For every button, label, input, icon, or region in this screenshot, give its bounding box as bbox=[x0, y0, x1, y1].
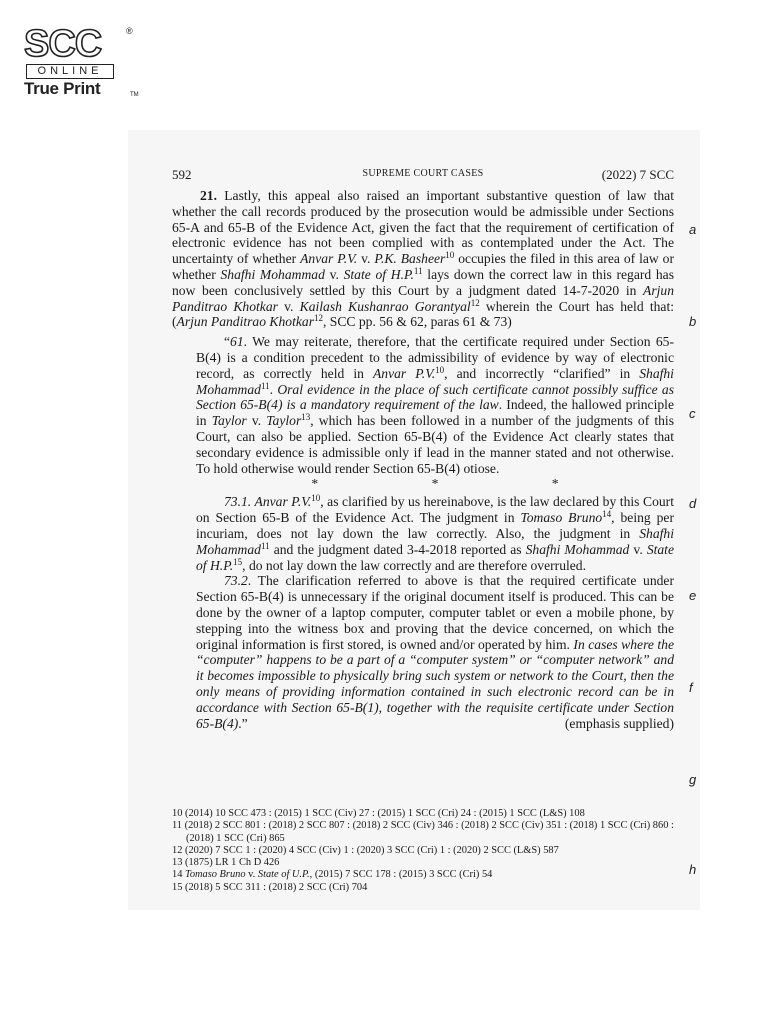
case-name: Shafhi Mohammad bbox=[525, 541, 630, 557]
margin-letter-h: h bbox=[689, 862, 697, 877]
case-name: Shafhi Mohammad bbox=[196, 365, 674, 397]
paragraph-number: 21. bbox=[200, 188, 217, 203]
logo-online-box: ONLINE bbox=[26, 64, 114, 79]
footnote-ref[interactable]: 12 bbox=[470, 297, 480, 308]
quote-para-73-2: 73.2. The clarification referred to above is that the required certificate under Section 65-B(4) is unnecessary if the original document itself is produced. This can be done by the owner of a laptop computer, computer tablet or even a mobile phone, by stepping into the witness box and proving that the device concerned, on which the original information is first stored, is owned and/or operated by him. In cases where the “computer” happens to be a part of a “computer system” or “computer network” and it becomes impossible to physically bring such system or network to the Court, then the only means of providing information contained in such electronic record can be in accordance with Section 65-B(1), together with the requisite certificate under Section 65-B(4).” (emphasis supplied) bbox=[196, 573, 674, 731]
quote-para-73-1: 73.1. Anvar P.V.$^{10}$, as clarified by us hereinabove, is the law declared by this Court on Section 65-B of the Evidence Act. The judgment in Tomaso Bruno$^{14}$, being per incuriam, does not lay down the law correctly. Also, the judgment in Shafhi Mohammad$^{11}$ and the judgment dated 3-4-2018 reported as Shafhi Mohammad v. State of H.P.$^{15}$, do not lay down the law correctly and are therefore overruled. bbox=[196, 493, 674, 573]
footnotes bbox=[172, 808, 682, 894]
margin-letter-e: e bbox=[689, 588, 697, 603]
case-name: Anvar P.V. bbox=[300, 251, 358, 267]
footnote-10: 10 (2014) 10 SCC 473 : (2015) 1 SCC (Civ) 27 : (2015) 1 SCC (Cri) 24 : (2015) 1 SCC (L&S) 108 bbox=[172, 808, 585, 819]
case-name: Shafhi Mohammad bbox=[196, 525, 674, 557]
footnote-ref[interactable]: 15 bbox=[233, 556, 243, 567]
footnote-ref[interactable]: 10 bbox=[445, 250, 455, 261]
case-name: Shafhi Mohammad bbox=[220, 266, 325, 282]
footnote-ref[interactable]: 12 bbox=[313, 313, 323, 324]
case-name: Taylor bbox=[211, 413, 247, 429]
emphasized-text: Oral evidence in the place of such certificate cannot possibly suffice as Section 65-B(4) is a mandatory requirement of the law bbox=[196, 381, 674, 413]
footnote-ref[interactable]: 10 bbox=[435, 364, 445, 375]
emphasized-text: In cases where the “computer” happens to be a part of a “computer system” or “computer network” and it becomes impossible to physically bring such system or network to the Court, then the only means of providing information contained in such electronic record can be in accordance with Section 65-B(1), together with the requisite certificate under Section 65-B(4) bbox=[196, 636, 674, 731]
section-break-stars: * * * bbox=[311, 476, 559, 492]
case-name: Anvar P.V. bbox=[372, 365, 436, 381]
emphasis-note: (emphasis supplied) bbox=[564, 715, 674, 731]
margin-letter-a: a bbox=[689, 222, 697, 237]
case-name: State of H.P. bbox=[343, 266, 414, 282]
volume-citation: (2022) 7 SCC bbox=[601, 167, 674, 182]
logo-tagline: True Print bbox=[24, 79, 101, 98]
case-name: Arjun Panditrao Khotkar bbox=[172, 282, 674, 314]
quote-para-61: “61. We may reiterate, therefore, that the certificate required under Section 65-B(4) is a condition precedent to the admissibility of evidence by way of electronic record, as correctly held in Anvar P.V.$^{10}$, and incorrectly “clarified” in Shafhi Mohammad$^{11}$. Oral evidence in the place of such certificate cannot possibly suffice as Section 65-B(4) is a mandatory requirement of the law. Indeed, the hallowed principle in Taylor v. Taylor$^{13}$, which has been followed in a number of the judgments of this Court, can also be applied. Section 65-B(4) of the Evidence Act clearly states that secondary evidence is admissible only if lead in the manner stated and not otherwise. To hold otherwise would render Section 65-B(4) otiose. bbox=[196, 334, 674, 476]
page-number: 592 bbox=[172, 167, 192, 182]
footnote-14: 14 Tomaso Bruno v. State of U.P., (2015) 7 SCC 178 : (2015) 3 SCC (Cri) 54 bbox=[172, 869, 493, 881]
case-name: Arjun Panditrao Khotkar bbox=[176, 314, 314, 330]
case-name: Anvar P.V. bbox=[254, 494, 312, 510]
paragraph-number: 73.1 bbox=[224, 494, 248, 510]
logo-trademark: TM bbox=[130, 92, 139, 98]
paragraph-number: 61 bbox=[230, 334, 244, 350]
margin-letter-g: g bbox=[689, 772, 697, 787]
footnote-15: 15 (2018) 5 SCC 311 : (2018) 2 SCC (Cri) 704 bbox=[172, 881, 368, 893]
case-name: Tomaso Bruno bbox=[185, 869, 246, 881]
margin-letter-b: b bbox=[689, 314, 697, 329]
paragraph-21: 21. Lastly, this appeal also raised an important substantive question of law that whether the call records produced by the prosecution would be admissible under Sections 65-A and 65-B of the Evidence Act, given the fact that the requirement of certification of electronic evidence has not been complied with as contemplated under the Act. The uncertainty of whether Anvar P.V. v. P.K. Basheer$^{10}$ occupies the filed in this area of law or whether Shafhi Mohammad v. State of H.P.$^{11}$ lays down the correct law in this regard has now been conclusively settled by this Court by a judgment dated 14-7-2020 in Arjun Panditrao Khotkar v. Kailash Kushanrao Gorantyal$^{12}$ wherein the Court has held that: (Arjun Panditrao Khotkar$^{12}$, SCC pp. 56 & 62, paras 61 & 73) bbox=[172, 188, 675, 330]
case-name: State of H.P. bbox=[196, 541, 674, 573]
margin-letter-c: c bbox=[689, 406, 696, 421]
footnote-ref[interactable]: 13 bbox=[301, 412, 311, 423]
margin-letter-d: d bbox=[689, 496, 697, 511]
running-header bbox=[172, 167, 674, 185]
footnote-ref[interactable]: 11 bbox=[413, 265, 423, 276]
footnote-ref[interactable]: 11 bbox=[260, 540, 270, 551]
running-title: SUPREME COURT CASES bbox=[362, 168, 484, 179]
footnote-ref[interactable]: 14 bbox=[602, 509, 612, 520]
case-name: Kailash Kushanrao Gorantyal bbox=[299, 298, 471, 314]
footnote-ref[interactable]: 11 bbox=[260, 380, 270, 391]
footnote-11: 11 (2018) 2 SCC 801 : (2018) 2 SCC 807 : (2018) 2 SCC (Civ) 346 : (2018) 2 SCC (Civ) 351 : (2018) 1 SCC (Cri) 860 : (2018) 1 SCC (Cri) 865 bbox=[172, 820, 674, 844]
logo-registered-mark: ® bbox=[126, 26, 133, 36]
case-name: P.K. Basheer bbox=[374, 251, 446, 267]
case-name: State of U.P. bbox=[257, 869, 310, 881]
footnote-12: 12 (2020) 7 SCC 1 : (2020) 4 SCC (Civ) 1 : (2020) 3 SCC (Cri) 1 : (2020) 2 SCC (L&S) 587 bbox=[172, 844, 559, 856]
scc-online-logo bbox=[22, 23, 139, 98]
paragraph-number: 73.2 bbox=[224, 573, 248, 589]
main-text bbox=[172, 188, 674, 731]
footnote-ref[interactable]: 10 bbox=[311, 493, 321, 504]
case-name: Taylor bbox=[266, 413, 302, 429]
logo-brand: SCC bbox=[24, 23, 102, 65]
footnote-13: 13 (1875) LR 1 Ch D 426 bbox=[172, 857, 280, 869]
margin-letter-f: f bbox=[689, 680, 693, 695]
case-name: Tomaso Bruno bbox=[520, 510, 603, 526]
